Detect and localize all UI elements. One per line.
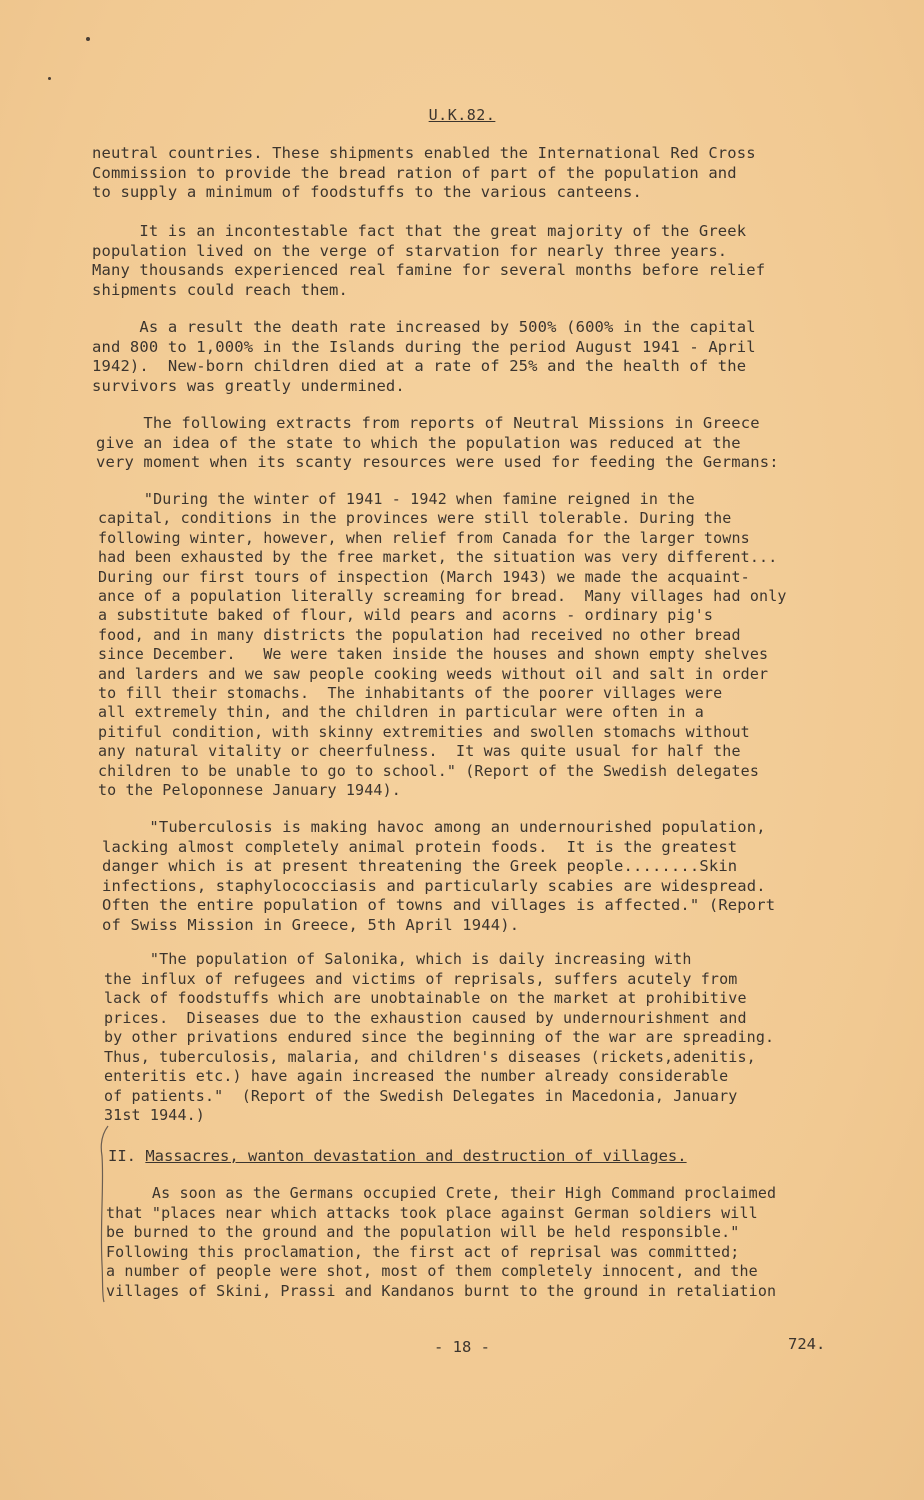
document-reference: [0, 106, 924, 124]
quote-swiss-mission: "Tuberculosis is making havoc among an undernourished population, lacking almost completely animal protein foods. It is the greatest danger which is at present threatening the Greek people........Skin infections, staphylococciasis and particularly scabies are widespread. Often the entire population of towns and villages is affected." (Report of Swiss Mission in Greece, 5th April 1944).: [102, 818, 776, 934]
quote-swedish-macedonia: "The population of Salonika, which is daily increasing with the influx of refugees and victims of reprisals, suffers acutely from lack of foodstuffs which are unobtainable on the market at prohibitive prices. Diseases due to the exhaustion caused by undernourishment and by other privations endured since the beginning of the war are spreading. Thus, tuberculosis, malaria, and children's diseases (rickets,adenitis, enteritis etc.) have again increased the number already considerable of patients." (Report of the Swedish Delegates in Macedonia, January 31st 1944.): [104, 950, 775, 1124]
quote-swedish-peloponnese: "During the winter of 1941 - 1942 when famine reigned in the capital, conditions in the provinces were still tolerable. During the following winter, however, when relief from Canada for the larger towns had been exhausted by the free market, the situation was very different... During our first tours of inspection (March 1943) we made the acquaint- ance of a population literally screaming for bread. Many villages had only a substitute baked of flour, wild pears and acorns - ordinary pig's food, and in many districts the population had received no other bread since December. We were taken inside the houses and shown empty shelves and larders and we saw people cooking weeds without oil and salt in order to fill their stomachs. The inhabitants of the poorer villages were all extremely thin, and the children in particular were often in a pitiful condition, with skinny extremities and swollen stomachs without any natural vitality or cheerfulness. It was quite usual for half the children to be unable to go to school." (Report of the Swedish delegates to the Peloponnese January 1944).: [98, 490, 787, 800]
section-heading: [108, 1147, 687, 1167]
ink-speck: [86, 37, 90, 41]
document-reference-text: U.K.82.: [428, 106, 496, 124]
paragraph-neutral-missions: The following extracts from reports of Neutral Missions in Greece give an idea of the state to which the population was reduced at the very moment when its scanty resources were used for feeding the Germans:: [96, 414, 779, 471]
page-number: - 18 -: [434, 1338, 490, 1356]
paragraph-death-rate: As a result the death rate increased by 500% (600% in the capital and 800 to 1,000% in the Islands during the period August 1941 - April 1942). New-born children died at a rate of 25% and the health of the survivors was greatly undermined.: [92, 318, 756, 395]
section-number: II.: [108, 1147, 136, 1165]
paragraph-shipments: neutral countries. These shipments enabled the International Red Cross Commission to provide the bread ration of part of the population and to supply a minimum of foodstuffs to the various canteens.: [92, 144, 756, 201]
ink-speck: [48, 77, 51, 80]
section-title: Massacres, wanton devastation and destruction of villages.: [145, 1147, 687, 1165]
document-number: 724.: [788, 1335, 826, 1353]
paragraph-crete: As soon as the Germans occupied Crete, their High Command proclaimed that "places near which attacks took place against German soldiers will be burned to the ground and the population will be held responsible." Following this proclamation, the first act of reprisal was committed; a number of people were shot, most of them completely innocent, and the villages of Skini, Prassi and Kandanos burnt to the ground in retaliation: [106, 1184, 777, 1300]
paragraph-starvation: It is an incontestable fact that the great majority of the Greek population lived on the verge of starvation for nearly three years. Many thousands experienced real famine for several months before relief shipments could reach them.: [92, 222, 766, 299]
